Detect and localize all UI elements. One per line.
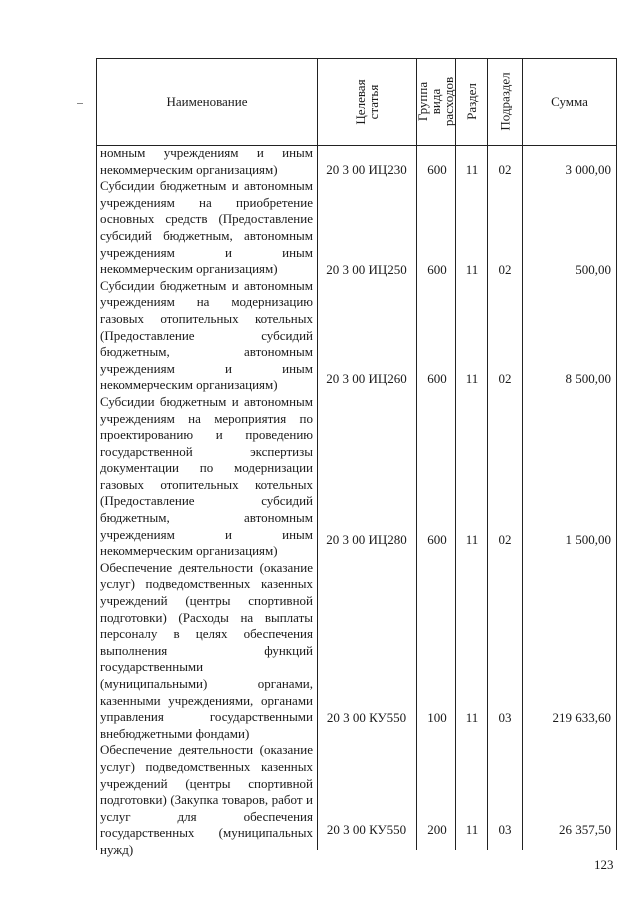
row-sum: 1 500,00 bbox=[565, 532, 611, 547]
header-group: Группа вида расходов bbox=[415, 76, 457, 127]
row-code: 20 3 00 ИЦ250 bbox=[326, 262, 407, 277]
row-sum: 3 000,00 bbox=[565, 162, 611, 177]
row-group: 600 bbox=[427, 162, 447, 177]
row-subsection: 02 bbox=[498, 532, 512, 547]
row-name: Обеспечение деятельности (оказание услуг) подведомственных казенных учреждений (центры спортивной подготовки) (Закупка товаров, работ и услуг для обеспечения государственных (муниципальных нужд) bbox=[100, 742, 313, 857]
row-subsection: 02 bbox=[498, 262, 512, 277]
table-border-right bbox=[616, 58, 617, 850]
row-subsection: 03 bbox=[498, 822, 512, 837]
row-section: 11 bbox=[465, 262, 479, 277]
row-section: 11 bbox=[465, 532, 479, 547]
column-divider-name bbox=[317, 58, 318, 850]
row-code: 20 3 00 ИЦ280 bbox=[326, 532, 407, 547]
margin-mark bbox=[77, 103, 83, 104]
row-name: Обеспечение деятельности (оказание услуг) подведомственных казенных учреждений (центры спортивной подготовки) (Расходы на выплаты персоналу в целях обеспечения выполнения функций государственными (муниципальными) органами, казенными учреждениями, органами управления государственными внебюджетными фондами) bbox=[100, 559, 313, 741]
row-sum: 219 633,60 bbox=[552, 710, 611, 725]
row-group: 100 bbox=[427, 710, 447, 725]
row-group: 600 bbox=[427, 262, 447, 277]
row-group: 200 bbox=[427, 822, 447, 837]
page-number: 123 bbox=[594, 857, 614, 872]
header-name: Наименование bbox=[166, 93, 248, 109]
names-column bbox=[100, 145, 313, 859]
column-divider-subsection bbox=[522, 58, 523, 850]
row-name: Субсидии бюджетным и автономным учреждениям на приобретение основных средств (Предоставление субсидий бюджетным, автономным учреждениям и иным некоммерческим организациям) bbox=[100, 178, 313, 277]
row-group: 600 bbox=[427, 371, 447, 386]
row-group: 600 bbox=[427, 532, 447, 547]
column-divider-section bbox=[487, 58, 488, 850]
table-border-left bbox=[96, 58, 97, 850]
row-name: номным учреждениям и иным некоммерческим организациям) bbox=[100, 145, 313, 177]
row-code: 20 3 00 ИЦ230 bbox=[326, 162, 407, 177]
column-divider-group bbox=[455, 58, 456, 850]
row-name: Субсидии бюджетным и автономным учреждениям на мероприятия по проектированию и проведению государственной экспертизы документации по модернизации газовых отопительных котельных (Предоставление субсидий бюджетным, автономным учреждениям и иным некоммерческим организациям) bbox=[100, 393, 313, 559]
column-divider-code bbox=[416, 58, 417, 850]
row-code: 20 3 00 КУ550 bbox=[326, 822, 407, 837]
row-section: 11 bbox=[465, 371, 479, 386]
row-code: 20 3 00 КУ550 bbox=[326, 710, 407, 725]
header-section: Раздел bbox=[464, 83, 479, 120]
header-sum: Сумма bbox=[551, 93, 588, 109]
row-sum: 500,00 bbox=[575, 262, 611, 277]
header-subsection: Подраздел bbox=[497, 72, 513, 131]
header-code: Целевая статья bbox=[353, 78, 381, 125]
row-name: Субсидии бюджетным и автономным учреждениям на модернизацию газовых отопительных котельных (Предоставление субсидий бюджетным, автономным учреждениям и иным некоммерческим организациям) bbox=[100, 277, 313, 393]
row-sum: 8 500,00 bbox=[565, 371, 611, 386]
row-subsection: 02 bbox=[498, 162, 512, 177]
row-section: 11 bbox=[465, 162, 479, 177]
row-code: 20 3 00 ИЦ260 bbox=[326, 371, 407, 386]
row-subsection: 03 bbox=[498, 710, 512, 725]
row-section: 11 bbox=[465, 710, 479, 725]
row-subsection: 02 bbox=[498, 371, 512, 386]
row-section: 11 bbox=[465, 822, 479, 837]
row-sum: 26 357,50 bbox=[559, 822, 611, 837]
